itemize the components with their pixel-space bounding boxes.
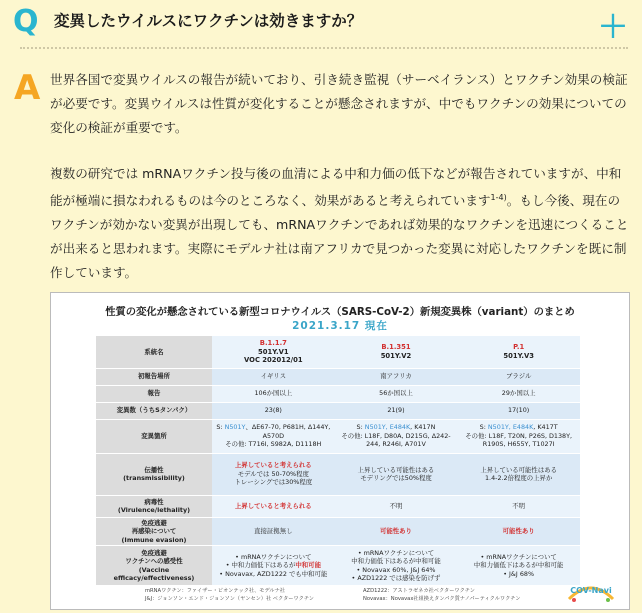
trans-line: 上昇している可能性はある xyxy=(357,465,435,474)
table-row xyxy=(96,495,580,517)
logo-text: COV-Navi xyxy=(570,586,612,595)
table-cell xyxy=(212,453,335,495)
eff-line: 中和力価低下はあるが中和可能 xyxy=(351,557,441,565)
figure-title: 性質の変化が懸念されている新型コロナウイルス（SARS-CoV-2）新規変異株（variant）のまとめ xyxy=(105,306,575,318)
table-cell xyxy=(212,546,335,586)
eff-line: • mRNAワクチンについて xyxy=(480,552,557,561)
header-line: ワクチンへの感受性 xyxy=(125,557,183,565)
table-cell: イギリス xyxy=(212,368,335,385)
eff-line: • 中和力価低下はあるが xyxy=(225,561,296,570)
table-cell xyxy=(457,546,580,586)
footnote-line: AZD1222：アストラゼネカ社ベクターワクチン xyxy=(363,588,475,594)
eff-line: • Novavax 60%, J&J 64% xyxy=(356,565,436,574)
table-row xyxy=(96,402,580,419)
header-line: 免疫逃避 xyxy=(141,518,167,527)
table-cell: 56か国以上 xyxy=(335,385,458,402)
expand-plus-icon[interactable]: ＋ xyxy=(598,10,628,45)
table-row xyxy=(96,368,580,385)
question-title: 変異したウイルスにワクチンは効きますか？ xyxy=(54,12,363,30)
table-cell: 直接証拠無し xyxy=(212,517,335,546)
header-line: (Virulence/lethality) xyxy=(117,506,191,514)
trans-line: モデリングでは50%程度 xyxy=(360,474,432,482)
table-cell: 可能性あり xyxy=(335,517,458,546)
variant-name: B.1.351 xyxy=(381,343,411,352)
table-row xyxy=(96,453,580,495)
mut-highlight: N501Y, E484K xyxy=(364,423,411,432)
answer-paragraph-1: 世界各国で変異ウイルスの報告が続いており、引き続き監視（サーベイランス）とワクチン効果の検証が必要です。変異ウイルスは性質が変化することが懸念されますが、中でもワクチンの効果についての変化の検証が重要です。 xyxy=(50,72,628,135)
table-cell: 南アフリカ xyxy=(335,368,458,385)
mut-other: その他: L18F, T20N, P26S, D138Y, R190S, H655Y, T1027I xyxy=(465,431,573,449)
mut-prefix: S: xyxy=(356,423,365,432)
row-header: 変異箇所 xyxy=(96,419,212,453)
variant-table xyxy=(96,336,580,586)
table-row xyxy=(96,336,580,368)
footnote-line: Novavax：Novavax社組換えタンパク質ナノパーティクルワクチン xyxy=(363,596,521,602)
trans-line: 上昇していると考えられる xyxy=(234,461,312,470)
q-mark: Q xyxy=(13,4,39,39)
mut-rest: 、ΔE67-70, P681H, Δ144Y, A570D xyxy=(245,423,331,440)
table-cell xyxy=(457,336,580,368)
eff-highlight: 中和可能 xyxy=(295,561,321,570)
variant-name: P.1 xyxy=(513,343,525,352)
header-line: 免疫逃避 xyxy=(141,548,167,557)
trans-line: 1.4-2.2倍程度の上昇か xyxy=(484,474,553,482)
trans-line: トレーシングでは30%程度 xyxy=(234,478,313,487)
row-header xyxy=(96,517,212,546)
eff-line: • J&J 68% xyxy=(503,569,535,578)
table-cell xyxy=(335,453,458,495)
table-cell: 21(9) xyxy=(335,402,458,419)
mut-highlight: N501Y, E484K xyxy=(487,423,534,432)
row-header xyxy=(96,546,212,586)
question-header[interactable] xyxy=(0,0,642,45)
variant-sub: 501Y.V2 xyxy=(380,351,412,360)
table-cell: 可能性あり xyxy=(457,517,580,546)
header-line: efficacy/effectiveness) xyxy=(113,574,195,582)
table-cell: 106か国以上 xyxy=(212,385,335,402)
footnote-right xyxy=(363,587,520,603)
table-cell: ブラジル xyxy=(457,368,580,385)
row-header: 変異数（うちSタンパク） xyxy=(96,402,212,419)
table-cell: 不明 xyxy=(335,495,458,517)
trans-line: 上昇している可能性はある xyxy=(480,465,557,474)
mut-rest: , K417N xyxy=(410,423,436,432)
para2-text-b: 。もし今後、現在のワクチンが効かない変異が出現しても、mRNAワクチンであれば効果的なワクチンを迅速につくることが出来ると思われます。実際にモデルナ社は南アフリカで見つかった変異に対応したワクチンを既に制作しています。 xyxy=(50,193,629,281)
mut-prefix: S: xyxy=(216,423,225,432)
table-cell: 29か国以上 xyxy=(457,385,580,402)
table-row xyxy=(96,385,580,402)
header-line: 病毒性 xyxy=(144,497,164,506)
table-row xyxy=(96,517,580,546)
eff-line: • mRNAワクチンについて xyxy=(357,548,435,557)
header-line: 再感染について xyxy=(131,527,177,535)
footnote-line: J&J：ジョンソン・エンド・ジョンソン（ヤンセン）社 ベクターワクチン xyxy=(145,596,314,602)
para2-text-a: 複数の研究では mRNAワクチン投与後の血清による中和力価の低下などが報告されていますが、中和能が極端に損なわれるものは今のところなく、効果があると考えられています xyxy=(50,166,622,209)
table-cell xyxy=(212,419,335,453)
mut-other: その他: T716I, S982A, D1118H xyxy=(225,440,322,449)
table-cell xyxy=(335,336,458,368)
variant-name: B.1.1.7 xyxy=(259,339,287,347)
header-line: (Immune evasion) xyxy=(121,535,187,544)
mut-prefix: S: xyxy=(479,423,488,432)
header-line: 伝播性 xyxy=(144,465,164,474)
answer-paragraph-2 xyxy=(50,162,630,285)
table-cell xyxy=(457,419,580,453)
table-cell: 23(8) xyxy=(212,402,335,419)
eff-line: • AZD1222 では感染を防げず xyxy=(351,574,441,582)
eff-line: • Novavax, AZD1222 でも中和可能 xyxy=(219,569,328,578)
table-cell: 17(10) xyxy=(457,402,580,419)
variant-sub: 501Y.V3 xyxy=(503,351,534,360)
variant-sub: 501Y.V1 xyxy=(258,347,289,356)
eff-line: • mRNAワクチンについて xyxy=(235,552,312,561)
header-line: (Vaccine xyxy=(138,565,170,574)
table-row xyxy=(96,419,580,453)
a-mark: A xyxy=(14,68,41,108)
mut-rest: , K417T xyxy=(533,423,558,432)
row-header: 報告 xyxy=(96,385,212,402)
table-cell xyxy=(335,419,458,453)
eff-line: 中和力価低下はあるが中和可能 xyxy=(473,561,564,570)
table-cell: 上昇していると考えられる xyxy=(212,495,335,517)
variant-sub: VOC 202012/01 xyxy=(244,356,303,364)
table-row xyxy=(96,546,580,586)
table-cell xyxy=(212,336,335,368)
row-header: 初報告場所 xyxy=(96,368,212,385)
header-line: (transmissibility) xyxy=(123,474,185,482)
table-cell xyxy=(335,546,458,586)
mut-highlight: N501Y xyxy=(224,423,246,432)
figure-date: 2021.3.17 現在 xyxy=(292,320,388,332)
table-cell: 不明 xyxy=(457,495,580,517)
cov-navi-logo xyxy=(566,577,616,603)
row-header xyxy=(96,453,212,495)
row-header xyxy=(96,495,212,517)
footnote-line: mRNAワクチン：ファイザー・ビオンテック社、モデルナ社 xyxy=(145,588,285,594)
mut-other: その他: L18F, D80A, D215G, Δ242-244, R246I, A701V xyxy=(341,431,451,449)
variant-summary-figure xyxy=(50,292,630,610)
divider xyxy=(20,47,628,49)
citation-superscript: 1-4) xyxy=(490,193,507,202)
trans-line: モデルでは 50-70%程度 xyxy=(237,469,309,478)
table-cell xyxy=(457,453,580,495)
footnote-left xyxy=(145,587,314,603)
row-header: 系統名 xyxy=(96,336,212,368)
